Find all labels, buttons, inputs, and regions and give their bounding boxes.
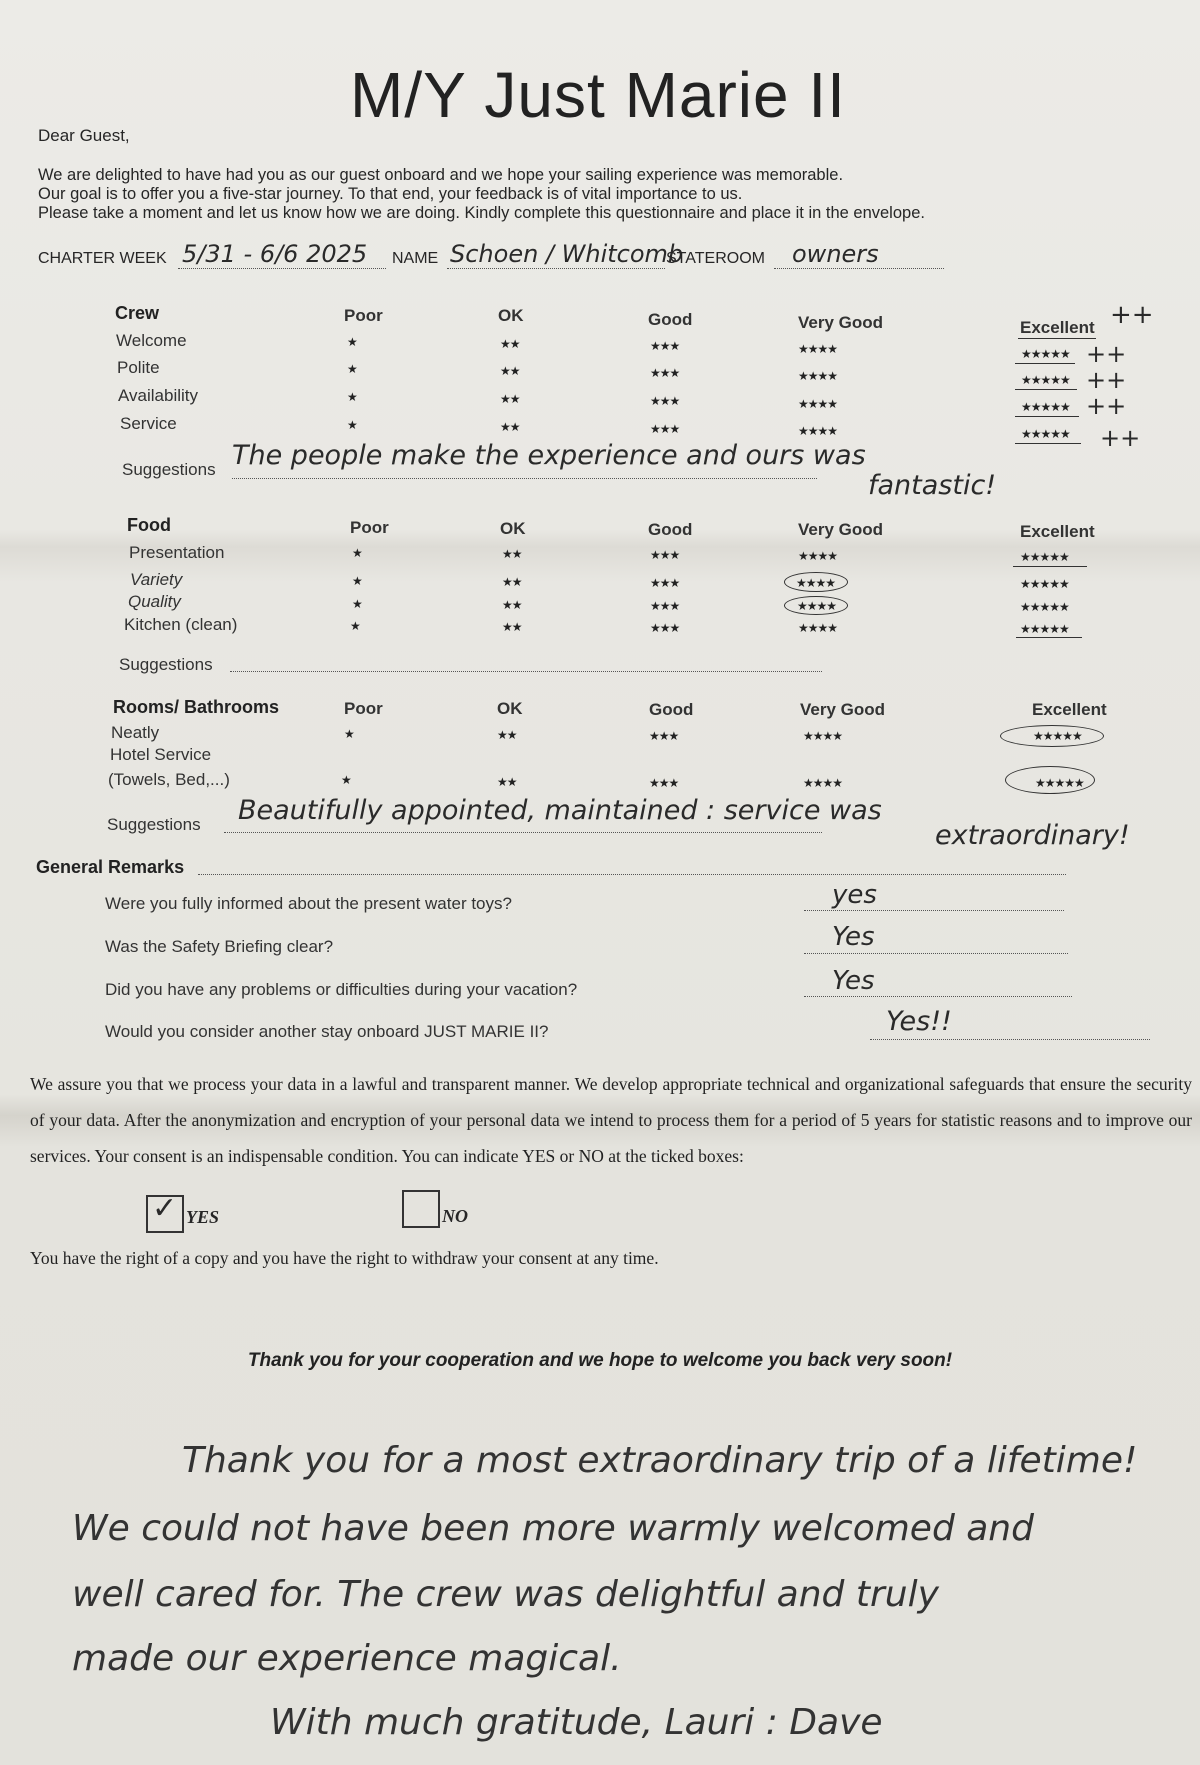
dotted-line [178, 268, 386, 269]
page-title: M/Y Just Marie II [350, 59, 846, 131]
star-3[interactable]: ★★★ [650, 339, 680, 353]
dotted-line[interactable] [198, 874, 1066, 875]
star-1[interactable]: ★ [347, 390, 357, 404]
answer-problems[interactable]: Yes [832, 966, 875, 996]
col-good: Good [648, 520, 693, 539]
star-3[interactable]: ★★★ [650, 599, 680, 613]
col-excellent: Excellent [1020, 318, 1095, 337]
col-excellent: Excellent [1032, 700, 1107, 719]
crew-row-service: Service [120, 414, 177, 433]
star-2[interactable]: ★★ [502, 620, 522, 634]
stateroom-value[interactable]: owners [792, 240, 879, 268]
star-2[interactable]: ★★ [500, 364, 520, 378]
star-1[interactable]: ★ [347, 418, 357, 432]
selected-underline [1016, 637, 1082, 638]
food-row-kitchen: Kitchen (clean) [124, 615, 238, 634]
dotted-line [224, 832, 822, 833]
selected-circle [1005, 766, 1095, 794]
star-4[interactable]: ★★★★ [798, 369, 838, 383]
star-3[interactable]: ★★★ [650, 366, 680, 380]
star-5[interactable]: ★★★★★ [1020, 622, 1069, 636]
star-4[interactable]: ★★★★ [798, 549, 838, 563]
selected-underline [1015, 416, 1079, 417]
crew-row-polite: Polite [117, 358, 160, 377]
star-2[interactable]: ★★ [500, 392, 520, 406]
handwritten-note-line: made our experience magical. [72, 1638, 622, 1679]
star-1[interactable]: ★ [347, 335, 357, 349]
star-1[interactable]: ★ [352, 574, 362, 588]
food-row-quality: Quality [128, 592, 181, 611]
star-3[interactable]: ★★★ [650, 621, 680, 635]
food-heading: Food [127, 515, 171, 535]
star-4[interactable]: ★★★★ [803, 729, 843, 743]
consent-no-label: NO [442, 1206, 468, 1226]
selected-circle [1000, 725, 1104, 747]
star-2[interactable]: ★★ [500, 420, 520, 434]
selected-circle [784, 596, 848, 615]
col-ok: OK [498, 306, 524, 325]
selected-underline [1013, 566, 1087, 567]
stateroom-label: STATEROOM [666, 250, 765, 267]
name-value[interactable]: Schoen / Whitcomb [450, 240, 684, 268]
crew-mark: ++ [1086, 392, 1127, 420]
star-2[interactable]: ★★ [497, 775, 517, 789]
data-consent-text: We assure you that we process your data in a lawful and transparent manner. We develop appropriate technical and organizational safeguards that ensure the security of your data. After the anonymization and encryption of your personal data we intend to process them for a period of 5 years for statistic reasons and to improve our services. Your consent is an indispensable condition. You can indicate YES or NO at the ticked boxes: [30, 1074, 1192, 1166]
crew-mark: ++ [1110, 300, 1154, 330]
star-5[interactable]: ★★★★★ [1035, 776, 1084, 790]
answer-water-toys[interactable]: yes [832, 880, 877, 910]
answer-safety-briefing[interactable]: Yes [832, 922, 875, 952]
handwritten-note-line: We could not have been more warmly welcomed and [72, 1508, 1034, 1549]
closing-text: Thank you for your cooperation and we hope to welcome you back very soon! [247, 1350, 953, 1371]
star-3[interactable]: ★★★ [650, 548, 680, 562]
dotted-line[interactable] [230, 671, 822, 672]
rooms-row-towels-bed: (Towels, Bed,...) [108, 770, 230, 789]
star-5[interactable]: ★★★★★ [1020, 577, 1069, 591]
rooms-heading: Rooms/ Bathrooms [113, 697, 280, 717]
star-1[interactable]: ★ [344, 727, 354, 741]
col-very-good: Very Good [798, 520, 884, 539]
star-4[interactable]: ★★★★ [798, 397, 838, 411]
col-excellent: Excellent [1020, 522, 1095, 541]
star-4[interactable]: ★★★★ [798, 621, 838, 635]
selected-underline [1015, 389, 1077, 390]
star-5[interactable]: ★★★★★ [1021, 373, 1070, 387]
charter-week-value[interactable]: 5/31 - 6/6 2025 [182, 240, 368, 268]
intro-line: We are delighted to have had you as our guest onboard and we hope your sailing experience was memorable. [38, 166, 844, 184]
star-5[interactable]: ★★★★★ [1021, 427, 1070, 441]
crew-suggestion-text-2[interactable]: fantastic! [868, 470, 997, 501]
star-1[interactable]: ★ [352, 597, 362, 611]
dotted-line [804, 910, 1064, 911]
dotted-line [804, 953, 1068, 954]
intro-text [38, 166, 1038, 223]
crew-suggestion-text[interactable]: The people make the experience and ours was [232, 440, 866, 471]
dotted-line [774, 268, 944, 269]
name-label: NAME [392, 250, 439, 267]
question-problems: Did you have any problems or difficulties during your vacation? [105, 980, 578, 999]
star-2[interactable]: ★★ [497, 728, 517, 742]
rooms-row-hotel-service: Hotel Service [110, 745, 212, 764]
star-1[interactable]: ★ [341, 773, 351, 787]
crew-mark: ++ [1086, 340, 1127, 368]
star-4[interactable]: ★★★★ [798, 342, 838, 356]
dotted-line [804, 996, 1072, 997]
col-ok: OK [497, 699, 523, 718]
crew-suggestions-label: Suggestions [122, 460, 216, 479]
col-good: Good [648, 310, 693, 329]
star-5[interactable]: ★★★★★ [1021, 400, 1070, 414]
crew-row-availability: Availability [118, 386, 199, 405]
star-1[interactable]: ★ [352, 546, 362, 560]
star-4[interactable]: ★★★★ [796, 576, 836, 590]
dotted-line [870, 1039, 1150, 1040]
intro-line: Our goal is to offer you a five-star journey. To that end, your feedback is of vital importance to us. [38, 185, 743, 203]
rooms-suggestions-label: Suggestions [107, 815, 201, 834]
food-row-variety: Variety [130, 570, 183, 589]
question-water-toys: Were you fully informed about the present water toys? [105, 894, 512, 913]
handwritten-note-line: Thank you for a most extraordinary trip of a lifetime! [182, 1440, 1138, 1481]
handwritten-signature: With much gratitude, Lauri : Dave [270, 1702, 883, 1743]
col-very-good: Very Good [798, 313, 884, 332]
star-2[interactable]: ★★ [502, 575, 522, 589]
dotted-line [447, 268, 665, 269]
general-remarks-heading: General Remarks [36, 857, 185, 877]
col-very-good: Very Good [800, 700, 886, 719]
crew-row-welcome: Welcome [116, 331, 187, 350]
col-poor: Poor [344, 306, 383, 325]
crew-mark: ++ [1100, 424, 1141, 452]
check-mark-icon: ✓ [152, 1191, 178, 1226]
charter-week-label: CHARTER WEEK [38, 250, 167, 267]
star-1[interactable]: ★ [347, 362, 357, 376]
consent-no-checkbox[interactable] [402, 1190, 440, 1228]
answer-another-stay[interactable]: Yes!! [886, 1006, 952, 1037]
star-2[interactable]: ★★ [502, 547, 522, 561]
excellent-underline [1018, 338, 1096, 339]
selected-underline [1015, 443, 1081, 444]
withdraw-text: You have the right of a copy and you have the right to withdraw your consent at any time. [30, 1248, 659, 1268]
star-1[interactable]: ★ [350, 619, 360, 633]
question-safety-briefing: Was the Safety Briefing clear? [105, 937, 334, 956]
consent-yes-checkbox[interactable] [146, 1191, 184, 1233]
star-4[interactable]: ★★★★ [803, 776, 843, 790]
rooms-suggestion-text-2[interactable]: extraordinary! [935, 820, 1130, 851]
star-5[interactable]: ★★★★★ [1033, 729, 1082, 743]
star-3[interactable]: ★★★ [649, 776, 679, 790]
star-3[interactable]: ★★★ [650, 394, 680, 408]
col-ok: OK [500, 519, 526, 538]
crew-mark: ++ [1086, 366, 1127, 394]
star-5[interactable]: ★★★★★ [1020, 550, 1069, 564]
star-4[interactable]: ★★★★ [797, 599, 837, 613]
star-3[interactable]: ★★★ [650, 576, 680, 590]
dotted-line [232, 478, 817, 479]
star-3[interactable]: ★★★ [650, 422, 680, 436]
food-suggestions-label: Suggestions [119, 655, 213, 674]
handwritten-note-line: well cared for. The crew was delightful and truly [72, 1574, 939, 1615]
star-2[interactable]: ★★ [500, 337, 520, 351]
star-5[interactable]: ★★★★★ [1020, 600, 1069, 614]
consent-yes-label: YES [186, 1207, 220, 1227]
intro-line: Please take a moment and let us know how we are doing. Kindly complete this questionnaire and place it in the envelope. [38, 204, 925, 222]
food-row-presentation: Presentation [129, 543, 225, 562]
star-2[interactable]: ★★ [502, 598, 522, 612]
question-another-stay: Would you consider another stay onboard JUST MARIE II? [105, 1022, 549, 1041]
col-poor: Poor [350, 518, 389, 537]
star-3[interactable]: ★★★ [649, 729, 679, 743]
selected-underline [1015, 363, 1075, 364]
greeting: Dear Guest, [38, 126, 130, 145]
crew-heading: Crew [115, 303, 160, 323]
rooms-row-neatly: Neatly [111, 723, 160, 742]
col-poor: Poor [344, 699, 383, 718]
rooms-suggestion-text[interactable]: Beautifully appointed, maintained : service was [238, 795, 882, 826]
col-good: Good [649, 700, 694, 719]
selected-circle [784, 572, 848, 592]
star-4[interactable]: ★★★★ [798, 424, 838, 438]
star-5[interactable]: ★★★★★ [1021, 347, 1070, 361]
